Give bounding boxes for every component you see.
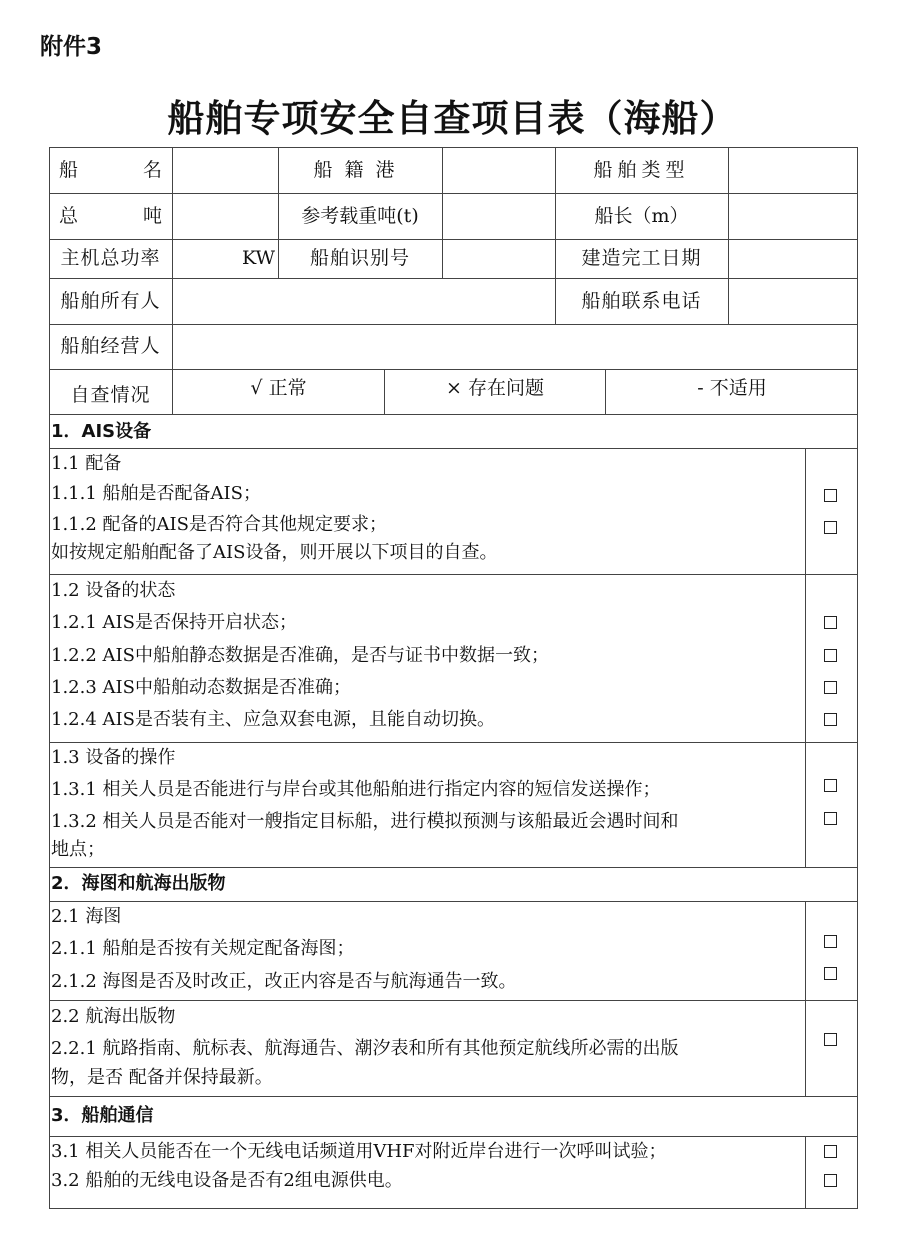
row-divider xyxy=(49,742,858,743)
checkbox-3-1[interactable] xyxy=(824,1145,837,1158)
checkbox-1-2-4[interactable] xyxy=(824,713,837,726)
registry-port-value[interactable] xyxy=(443,147,555,193)
item-1-2-3: 1.2.3 AIS中船舶动态数据是否准确； xyxy=(51,677,351,698)
power-unit: KW xyxy=(241,247,275,269)
item-3-1: 3.1 相关人员能否在一个无线电话频道用VHF对附近岸台进行一次呼叫试验； xyxy=(51,1141,667,1162)
checkbox-1-3-1[interactable] xyxy=(824,779,837,792)
ship-type-value[interactable] xyxy=(729,147,858,193)
item-1-1-heading: 1.1 配备 xyxy=(51,453,122,474)
checkbox-column-divider xyxy=(805,1136,806,1209)
row-divider xyxy=(49,1096,858,1097)
operator-label: 船舶经营人 xyxy=(60,335,161,357)
checkbox-1-2-3[interactable] xyxy=(824,681,837,694)
row-divider xyxy=(49,867,858,868)
row-divider xyxy=(49,448,858,449)
item-2-2-heading: 2.2 航海出版物 xyxy=(51,1006,176,1027)
gross-tonnage-value[interactable] xyxy=(173,193,278,239)
legend-problem: × 存在问题 xyxy=(446,376,544,399)
attachment-label: 附件3 xyxy=(40,34,103,60)
item-2-1-heading: 2.1 海图 xyxy=(51,906,122,927)
contact-phone-value[interactable] xyxy=(729,278,858,324)
checkbox-1-2-1[interactable] xyxy=(824,616,837,629)
item-1-3-2: 1.3.2 相关人员是否能对一艘指定目标船，进行模拟预测与该船最近会遇时间和 xyxy=(51,811,679,832)
owner-value[interactable] xyxy=(173,278,555,324)
row-divider xyxy=(49,414,858,415)
main-engine-power-label: 主机总功率 xyxy=(60,247,161,269)
self-check-label: 自查情况 xyxy=(70,384,151,406)
item-1-3-1: 1.3.1 相关人员是否能进行与岸台或其他船舶进行指定内容的短信发送操作； xyxy=(51,779,661,800)
item-1-3-2-cont: 地点； xyxy=(51,839,105,860)
inspection-table xyxy=(49,147,858,1209)
operator-value[interactable] xyxy=(173,324,858,369)
row-divider xyxy=(49,574,858,575)
checkbox-3-2[interactable] xyxy=(824,1174,837,1187)
legend-normal: √ 正常 xyxy=(250,376,307,399)
deadweight-label: 参考载重吨(t) xyxy=(301,204,419,227)
row-divider xyxy=(49,901,858,902)
item-1-1-1: 1.1.1 船舶是否配备AIS； xyxy=(51,483,261,504)
item-2-2-1-cont: 物，是否 配备并保持最新。 xyxy=(51,1067,273,1088)
checkbox-2-1-1[interactable] xyxy=(824,935,837,948)
owner-label: 船舶所有人 xyxy=(60,289,161,312)
row-divider xyxy=(49,1136,858,1137)
checkbox-1-1-1[interactable] xyxy=(824,489,837,502)
item-1-2-2: 1.2.2 AIS中船舶静态数据是否准确，是否与证书中数据一致； xyxy=(51,645,549,666)
ship-length-label: 船长（m） xyxy=(594,204,689,227)
ship-id-label: 船舶识别号 xyxy=(309,247,410,269)
checkbox-2-2-1[interactable] xyxy=(824,1033,837,1046)
checkbox-column-divider xyxy=(805,901,806,1096)
checkbox-1-2-2[interactable] xyxy=(824,649,837,662)
item-1-1-note: 如按规定船舶配备了AIS设备，则开展以下项目的自查。 xyxy=(51,542,498,563)
item-3-2: 3.2 船舶的无线电设备是否有2组电源供电。 xyxy=(51,1170,403,1191)
item-2-1-1: 2.1.1 船舶是否按有关规定配备海图； xyxy=(51,938,355,959)
item-2-2-1: 2.2.1 航路指南、航标表、航海通告、潮汐表和所有其他预定航线所必需的出版 xyxy=(51,1038,679,1059)
item-1-1-2: 1.1.2 配备的AIS是否符合其他规定要求； xyxy=(51,514,387,535)
ship-name-label: 船 名 xyxy=(59,158,162,181)
section-1-title: 1．AIS设备 xyxy=(51,421,152,442)
section-2-title: 2．海图和航海出版物 xyxy=(51,873,226,894)
gross-tonnage-label: 总 吨 xyxy=(59,204,162,227)
ship-id-value[interactable] xyxy=(443,239,555,278)
item-1-2-4: 1.2.4 AIS是否装有主、应急双套电源，且能自动切换。 xyxy=(51,709,495,730)
page-title: 船舶专项安全自查项目表（海船） xyxy=(167,97,738,140)
contact-phone-label: 船舶联系电话 xyxy=(581,289,702,312)
checkbox-1-3-2[interactable] xyxy=(824,812,837,825)
item-1-3-heading: 1.3 设备的操作 xyxy=(51,747,176,768)
checkbox-1-1-2[interactable] xyxy=(824,521,837,534)
checkbox-column-divider xyxy=(805,448,806,867)
item-1-2-heading: 1.2 设备的状态 xyxy=(51,580,176,601)
legend-na: - 不适用 xyxy=(697,376,767,399)
section-3-title: 3．船舶通信 xyxy=(51,1105,154,1126)
registry-port-label: 船籍港 xyxy=(313,158,407,181)
build-date-label: 建造完工日期 xyxy=(581,247,702,269)
checkbox-2-1-2[interactable] xyxy=(824,967,837,980)
ship-length-value[interactable] xyxy=(729,193,858,239)
ship-name-value[interactable] xyxy=(173,147,278,193)
item-2-1-2: 2.1.2 海图是否及时改正，改正内容是否与航海通告一致。 xyxy=(51,971,517,992)
build-date-value[interactable] xyxy=(729,239,858,278)
row-divider xyxy=(49,1000,858,1001)
item-1-2-1: 1.2.1 AIS是否保持开启状态； xyxy=(51,612,297,633)
ship-type-label: 船舶类型 xyxy=(593,158,690,181)
deadweight-value[interactable] xyxy=(443,193,555,239)
